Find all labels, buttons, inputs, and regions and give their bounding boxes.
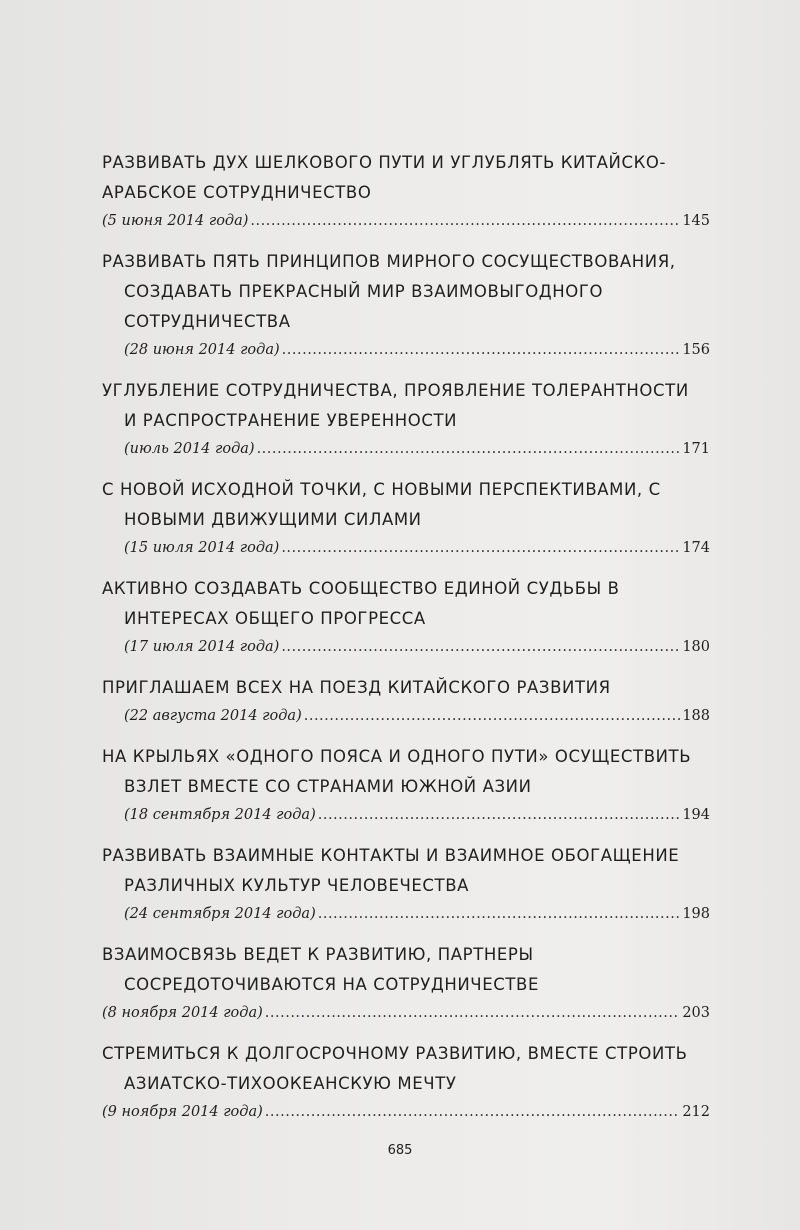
leader-dots bbox=[282, 337, 681, 363]
entry-title bbox=[102, 940, 710, 1000]
entry-date: (24 сентября 2014 года) bbox=[124, 906, 316, 922]
title-line: СОСРЕДОТОЧИВАЮТСЯ НА СОТРУДНИЧЕСТВЕ bbox=[124, 975, 539, 994]
toc-entry bbox=[102, 148, 710, 234]
entry-title bbox=[102, 475, 710, 535]
toc-entry bbox=[102, 376, 710, 462]
toc-entry bbox=[102, 247, 710, 363]
leader-dots bbox=[265, 1099, 681, 1125]
leader-dots bbox=[318, 802, 681, 828]
entry-title bbox=[102, 247, 710, 337]
title-line: РАЗВИВАТЬ ВЗАИМНЫЕ КОНТАКТЫ И ВЗАИМНОЕ ОБОГАЩЕНИЕ bbox=[102, 846, 680, 865]
entry-page: 198 bbox=[682, 906, 710, 922]
title-line: ВЗЛЕТ ВМЕСТЕ СО СТРАНАМИ ЮЖНОЙ АЗИИ bbox=[124, 777, 532, 796]
entry-date: (9 ноября 2014 года) bbox=[102, 1104, 263, 1120]
entry-meta bbox=[102, 436, 710, 462]
title-line: АЗИАТСКО-ТИХООКЕАНСКУЮ МЕЧТУ bbox=[124, 1074, 457, 1093]
entry-date: (18 сентября 2014 года) bbox=[124, 807, 316, 823]
toc-entry bbox=[102, 673, 710, 729]
entry-meta bbox=[102, 802, 710, 828]
entry-date: (5 июня 2014 года) bbox=[102, 213, 249, 229]
toc-entry bbox=[102, 841, 710, 927]
entry-page: 212 bbox=[682, 1104, 710, 1120]
toc-entry bbox=[102, 475, 710, 561]
entry-page: 180 bbox=[682, 639, 710, 655]
title-line: УГЛУБЛЕНИЕ СОТРУДНИЧЕСТВА, ПРОЯВЛЕНИЕ ТОЛЕРАНТНОСТИ bbox=[102, 381, 689, 400]
toc-entry bbox=[102, 940, 710, 1026]
entry-title bbox=[102, 673, 710, 703]
entry-page: 145 bbox=[682, 213, 710, 229]
entry-page: 203 bbox=[682, 1005, 710, 1021]
leader-dots bbox=[257, 436, 681, 462]
title-line: ВЗАИМОСВЯЗЬ ВЕДЕТ К РАЗВИТИЮ, ПАРТНЕРЫ bbox=[102, 945, 534, 964]
entry-page: 188 bbox=[682, 708, 710, 724]
entry-page: 174 bbox=[682, 540, 710, 556]
entry-date: (июль 2014 года) bbox=[124, 441, 255, 457]
title-line: СОЗДАВАТЬ ПРЕКРАСНЫЙ МИР ВЗАИМОВЫГОДНОГО bbox=[124, 282, 604, 301]
title-line: ПРИГЛАШАЕМ ВСЕХ НА ПОЕЗД КИТАЙСКОГО РАЗВИТИЯ bbox=[102, 678, 611, 697]
leader-dots bbox=[250, 208, 680, 234]
entry-title bbox=[102, 841, 710, 901]
toc-entry bbox=[102, 574, 710, 660]
entry-meta bbox=[102, 703, 710, 729]
entry-title bbox=[102, 148, 710, 208]
title-line: НОВЫМИ ДВИЖУЩИМИ СИЛАМИ bbox=[124, 510, 422, 529]
title-line: РАЗВИВАТЬ ПЯТЬ ПРИНЦИПОВ МИРНОГО СОСУЩЕСТВОВАНИЯ, bbox=[102, 252, 676, 271]
leader-dots bbox=[304, 703, 681, 729]
entry-date: (8 ноября 2014 года) bbox=[102, 1005, 263, 1021]
entry-title bbox=[102, 742, 710, 802]
title-line: СОТРУДНИЧЕСТВА bbox=[124, 312, 291, 331]
title-line: РАЗВИВАТЬ ДУХ ШЕЛКОВОГО ПУТИ И УГЛУБЛЯТЬ КИТАЙСКО- bbox=[102, 153, 667, 172]
leader-dots bbox=[265, 1000, 681, 1026]
entry-meta bbox=[102, 1000, 710, 1026]
title-line: АКТИВНО СОЗДАВАТЬ СООБЩЕСТВО ЕДИНОЙ СУДЬБЫ В bbox=[102, 579, 620, 598]
title-line: НА КРЫЛЬЯХ «ОДНОГО ПОЯСА И ОДНОГО ПУТИ» ОСУЩЕСТВИТЬ bbox=[102, 747, 692, 766]
entry-meta bbox=[102, 535, 710, 561]
leader-dots bbox=[281, 634, 680, 660]
title-line: ИНТЕРЕСАХ ОБЩЕГО ПРОГРЕССА bbox=[124, 609, 426, 628]
entry-meta bbox=[102, 1099, 710, 1125]
leader-dots bbox=[318, 901, 681, 927]
entry-date: (17 июля 2014 года) bbox=[124, 639, 280, 655]
leader-dots bbox=[281, 535, 680, 561]
entry-meta bbox=[102, 337, 710, 363]
table-of-contents bbox=[102, 148, 710, 1138]
entry-title bbox=[102, 574, 710, 634]
toc-entry bbox=[102, 1039, 710, 1125]
page-number: 685 bbox=[387, 1143, 413, 1158]
title-line: РАЗЛИЧНЫХ КУЛЬТУР ЧЕЛОВЕЧЕСТВА bbox=[124, 876, 470, 895]
entry-title bbox=[102, 1039, 710, 1099]
title-line: СТРЕМИТЬСЯ К ДОЛГОСРОЧНОМУ РАЗВИТИЮ, ВМЕСТЕ СТРОИТЬ bbox=[102, 1044, 688, 1063]
entry-date: (28 июня 2014 года) bbox=[124, 342, 280, 358]
entry-page: 156 bbox=[682, 342, 710, 358]
entry-meta bbox=[102, 901, 710, 927]
entry-page: 194 bbox=[682, 807, 710, 823]
entry-page: 171 bbox=[682, 441, 710, 457]
title-line: С НОВОЙ ИСХОДНОЙ ТОЧКИ, С НОВЫМИ ПЕРСПЕКТИВАМИ, С bbox=[102, 480, 661, 499]
entry-meta bbox=[102, 634, 710, 660]
entry-date: (22 августа 2014 года) bbox=[124, 708, 302, 724]
title-line: И РАСПРОСТРАНЕНИЕ УВЕРЕННОСТИ bbox=[124, 411, 458, 430]
entry-date: (15 июля 2014 года) bbox=[124, 540, 280, 556]
entry-meta bbox=[102, 208, 710, 234]
toc-entry bbox=[102, 742, 710, 828]
entry-title bbox=[102, 376, 710, 436]
title-line: АРАБСКОЕ СОТРУДНИЧЕСТВО bbox=[102, 183, 372, 202]
